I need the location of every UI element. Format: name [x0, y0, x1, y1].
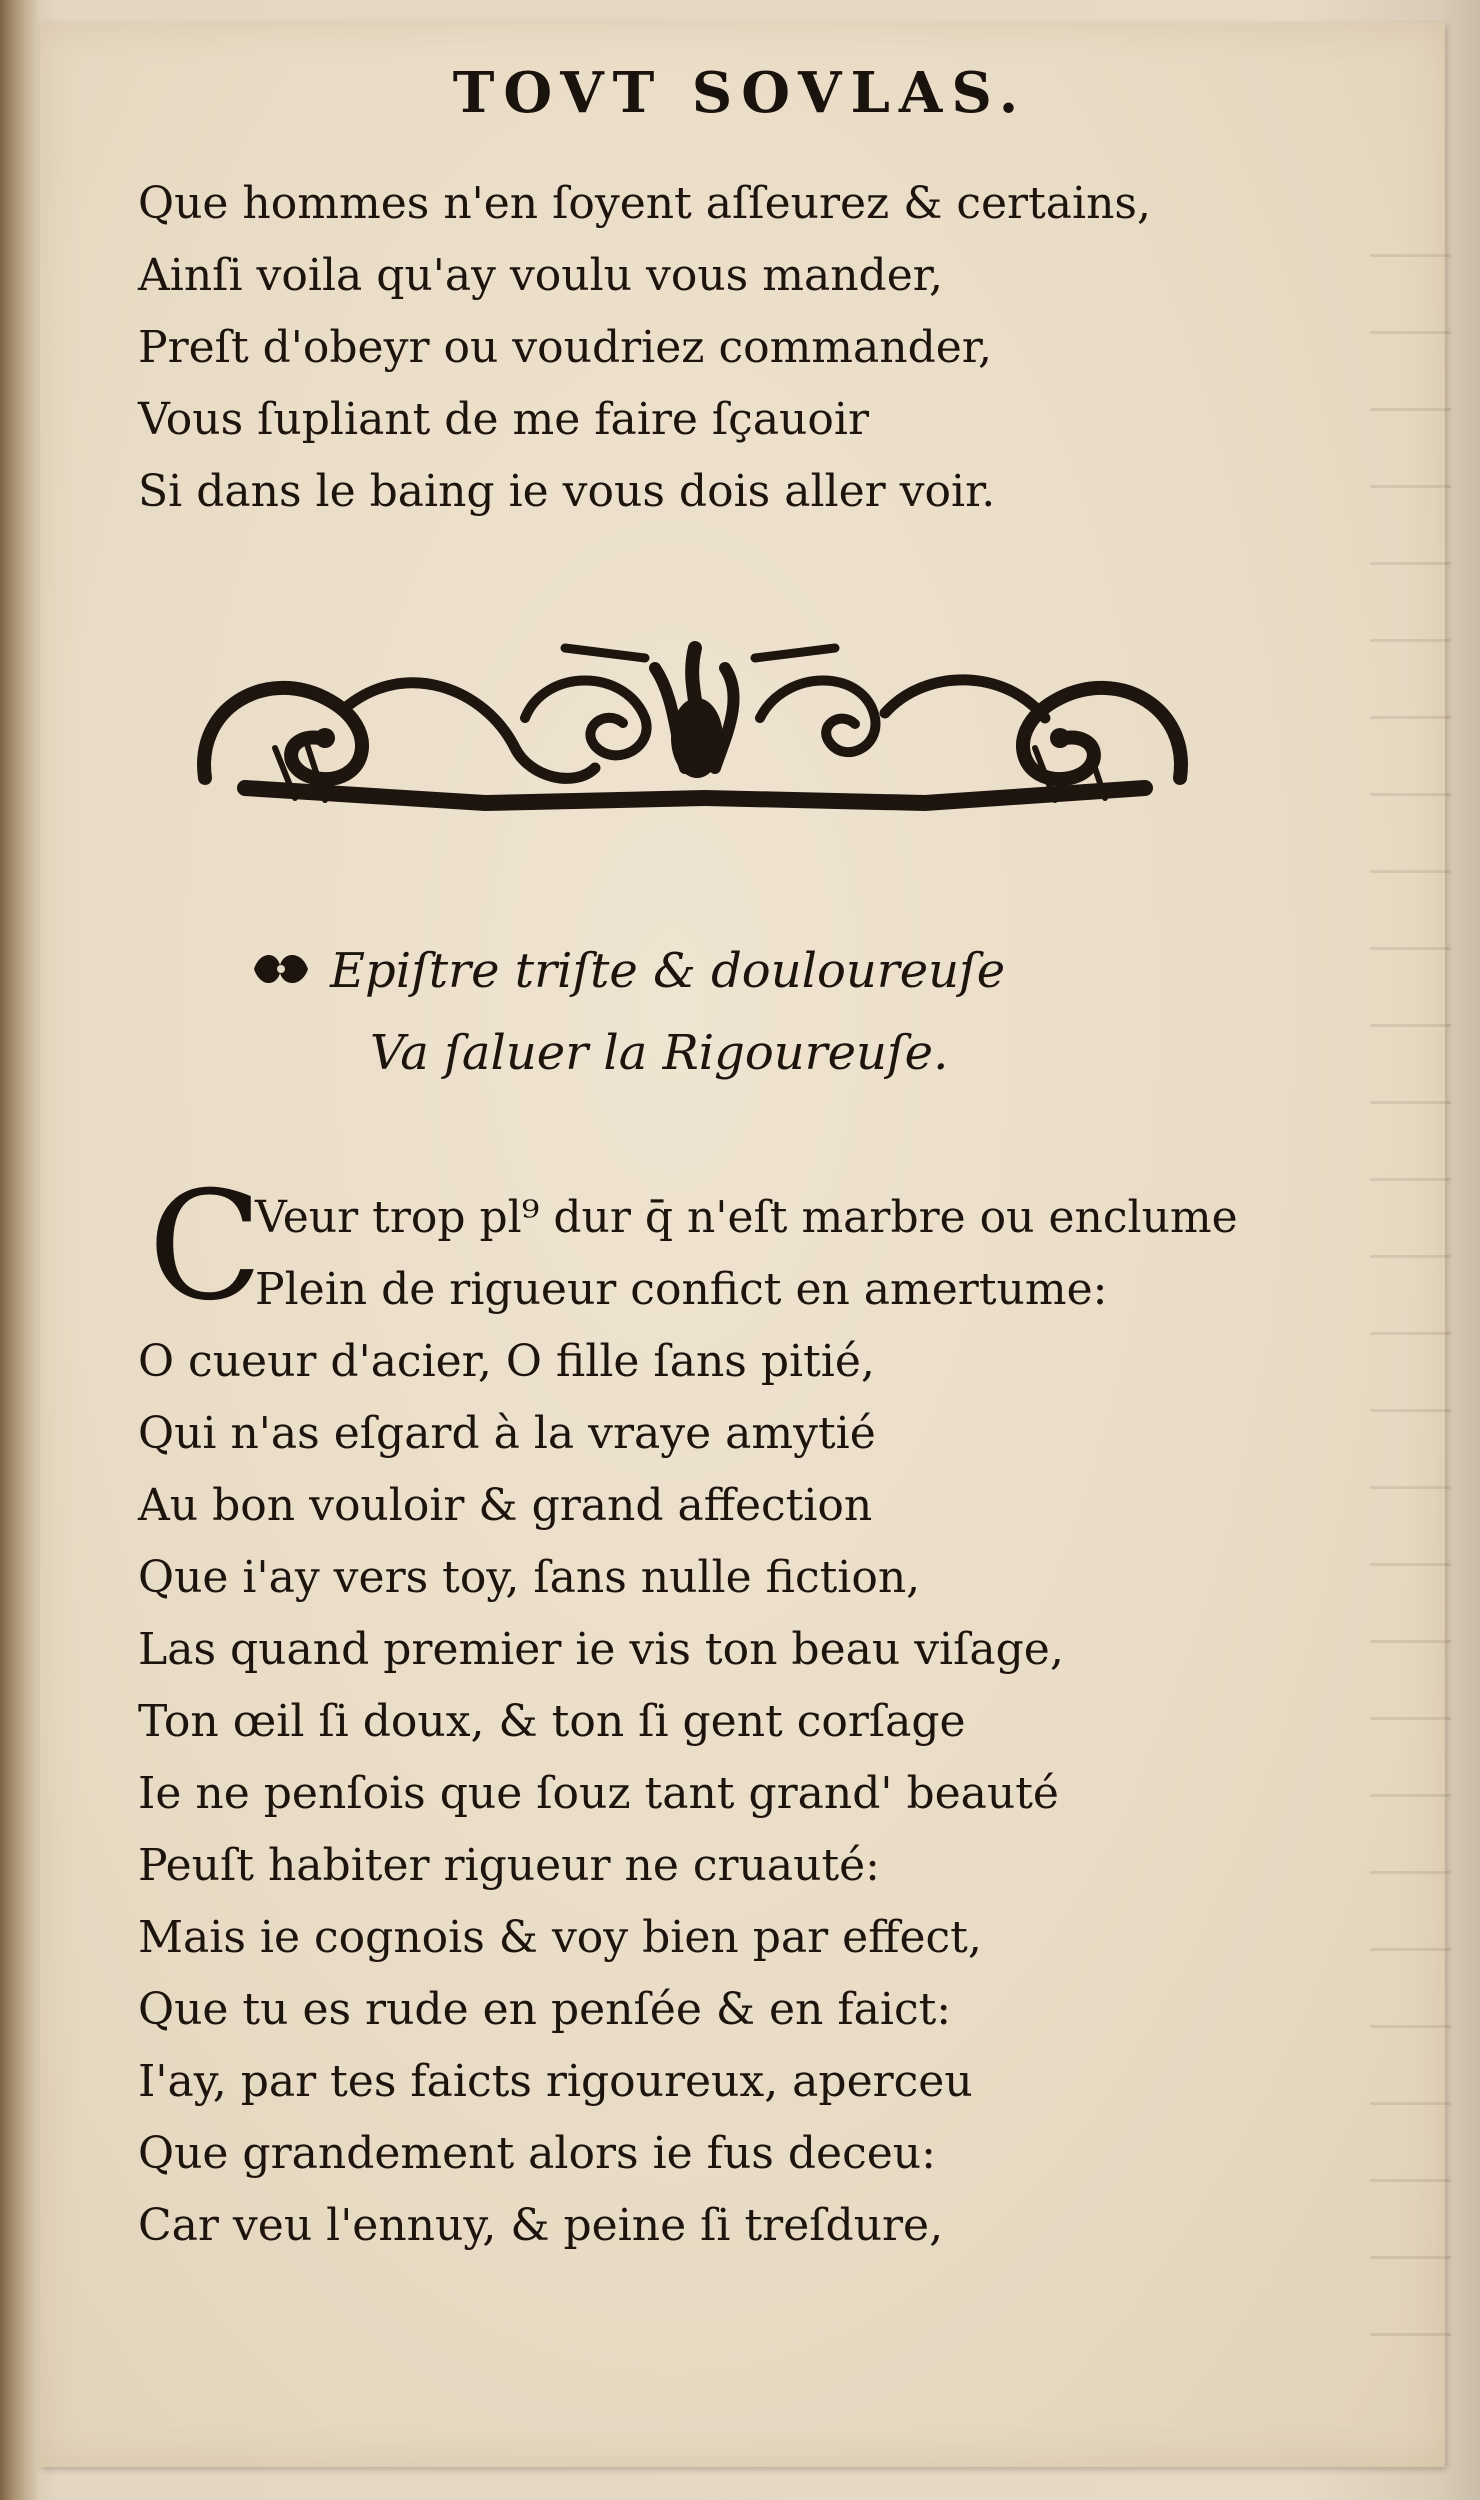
verse-line: I'ay, par tes faicts rigoureux, aperceu	[138, 2056, 973, 2107]
verse-line: Preſt d'obeyr ou voudriez commander,	[138, 322, 992, 373]
rubric-text-1: Epiſtre triſte & douloureuſe	[330, 943, 1006, 999]
verse-line: Que i'ay vers toy, ſans nulle fiction,	[138, 1552, 921, 1603]
verse-line: Que tu es rude en penſée & en faict:	[138, 1984, 952, 2035]
verse-block-main	[138, 1326, 1358, 2262]
verse-line: Plein de rigueur confict en amertume:	[255, 1264, 1108, 1315]
verse-line: Au bon vouloir & grand affection	[138, 1480, 873, 1531]
verse-line: Vous ſupliant de me faire ſçauoir	[138, 394, 869, 445]
verse-line: Que hommes n'en ſoyent aſſeurez & certains,	[138, 178, 1151, 229]
book-spine-edge	[0, 0, 40, 2500]
verse-line: Que grandement alors ie fus deceu:	[138, 2128, 936, 2179]
rubric-line-1	[250, 930, 1005, 1012]
verse-line: Car veu l'ennuy, & peine ſi treſdure,	[138, 2200, 944, 2251]
verse-line: Mais ie cognois & voy bien par effect,	[138, 1912, 982, 1963]
verse-line: Qui n'as eſgard à la vraye amytié	[138, 1408, 876, 1459]
running-head: TOVT SOVLAS.	[452, 60, 1028, 126]
verse-line: Ainſi voila qu'ay voulu vous mander,	[138, 250, 943, 301]
drop-cap: C	[148, 1160, 263, 1334]
epistle-rubric	[250, 930, 1005, 1094]
verse-block-top	[138, 168, 1358, 528]
verse-line: Si dans le baing ie vous dois aller voir.	[138, 466, 996, 517]
rubric-line-2: Va ſaluer la Rigoureuſe.	[370, 1025, 949, 1081]
verse-line: Ton œil ſi doux, & ton ſi gent corſage	[138, 1696, 966, 1747]
verse-line: Peuſt habiter rigueur ne cruauté:	[138, 1840, 881, 1891]
verse-line: O cueur d'acier, O fille ſans pitié,	[138, 1336, 875, 1387]
woodcut-scroll-ornament-icon	[185, 628, 1200, 818]
fleuron-icon	[250, 947, 312, 991]
verse-line: Veur trop pl⁹ dur q̄ n'eſt marbre ou enclume	[255, 1192, 1238, 1243]
verse-line: Ie ne penſois que ſouz tant grand' beauté	[138, 1768, 1059, 1819]
verse-block-dropcap	[255, 1182, 1475, 1326]
verse-line: Las quand premier ie vis ton beau viſage,	[138, 1624, 1064, 1675]
